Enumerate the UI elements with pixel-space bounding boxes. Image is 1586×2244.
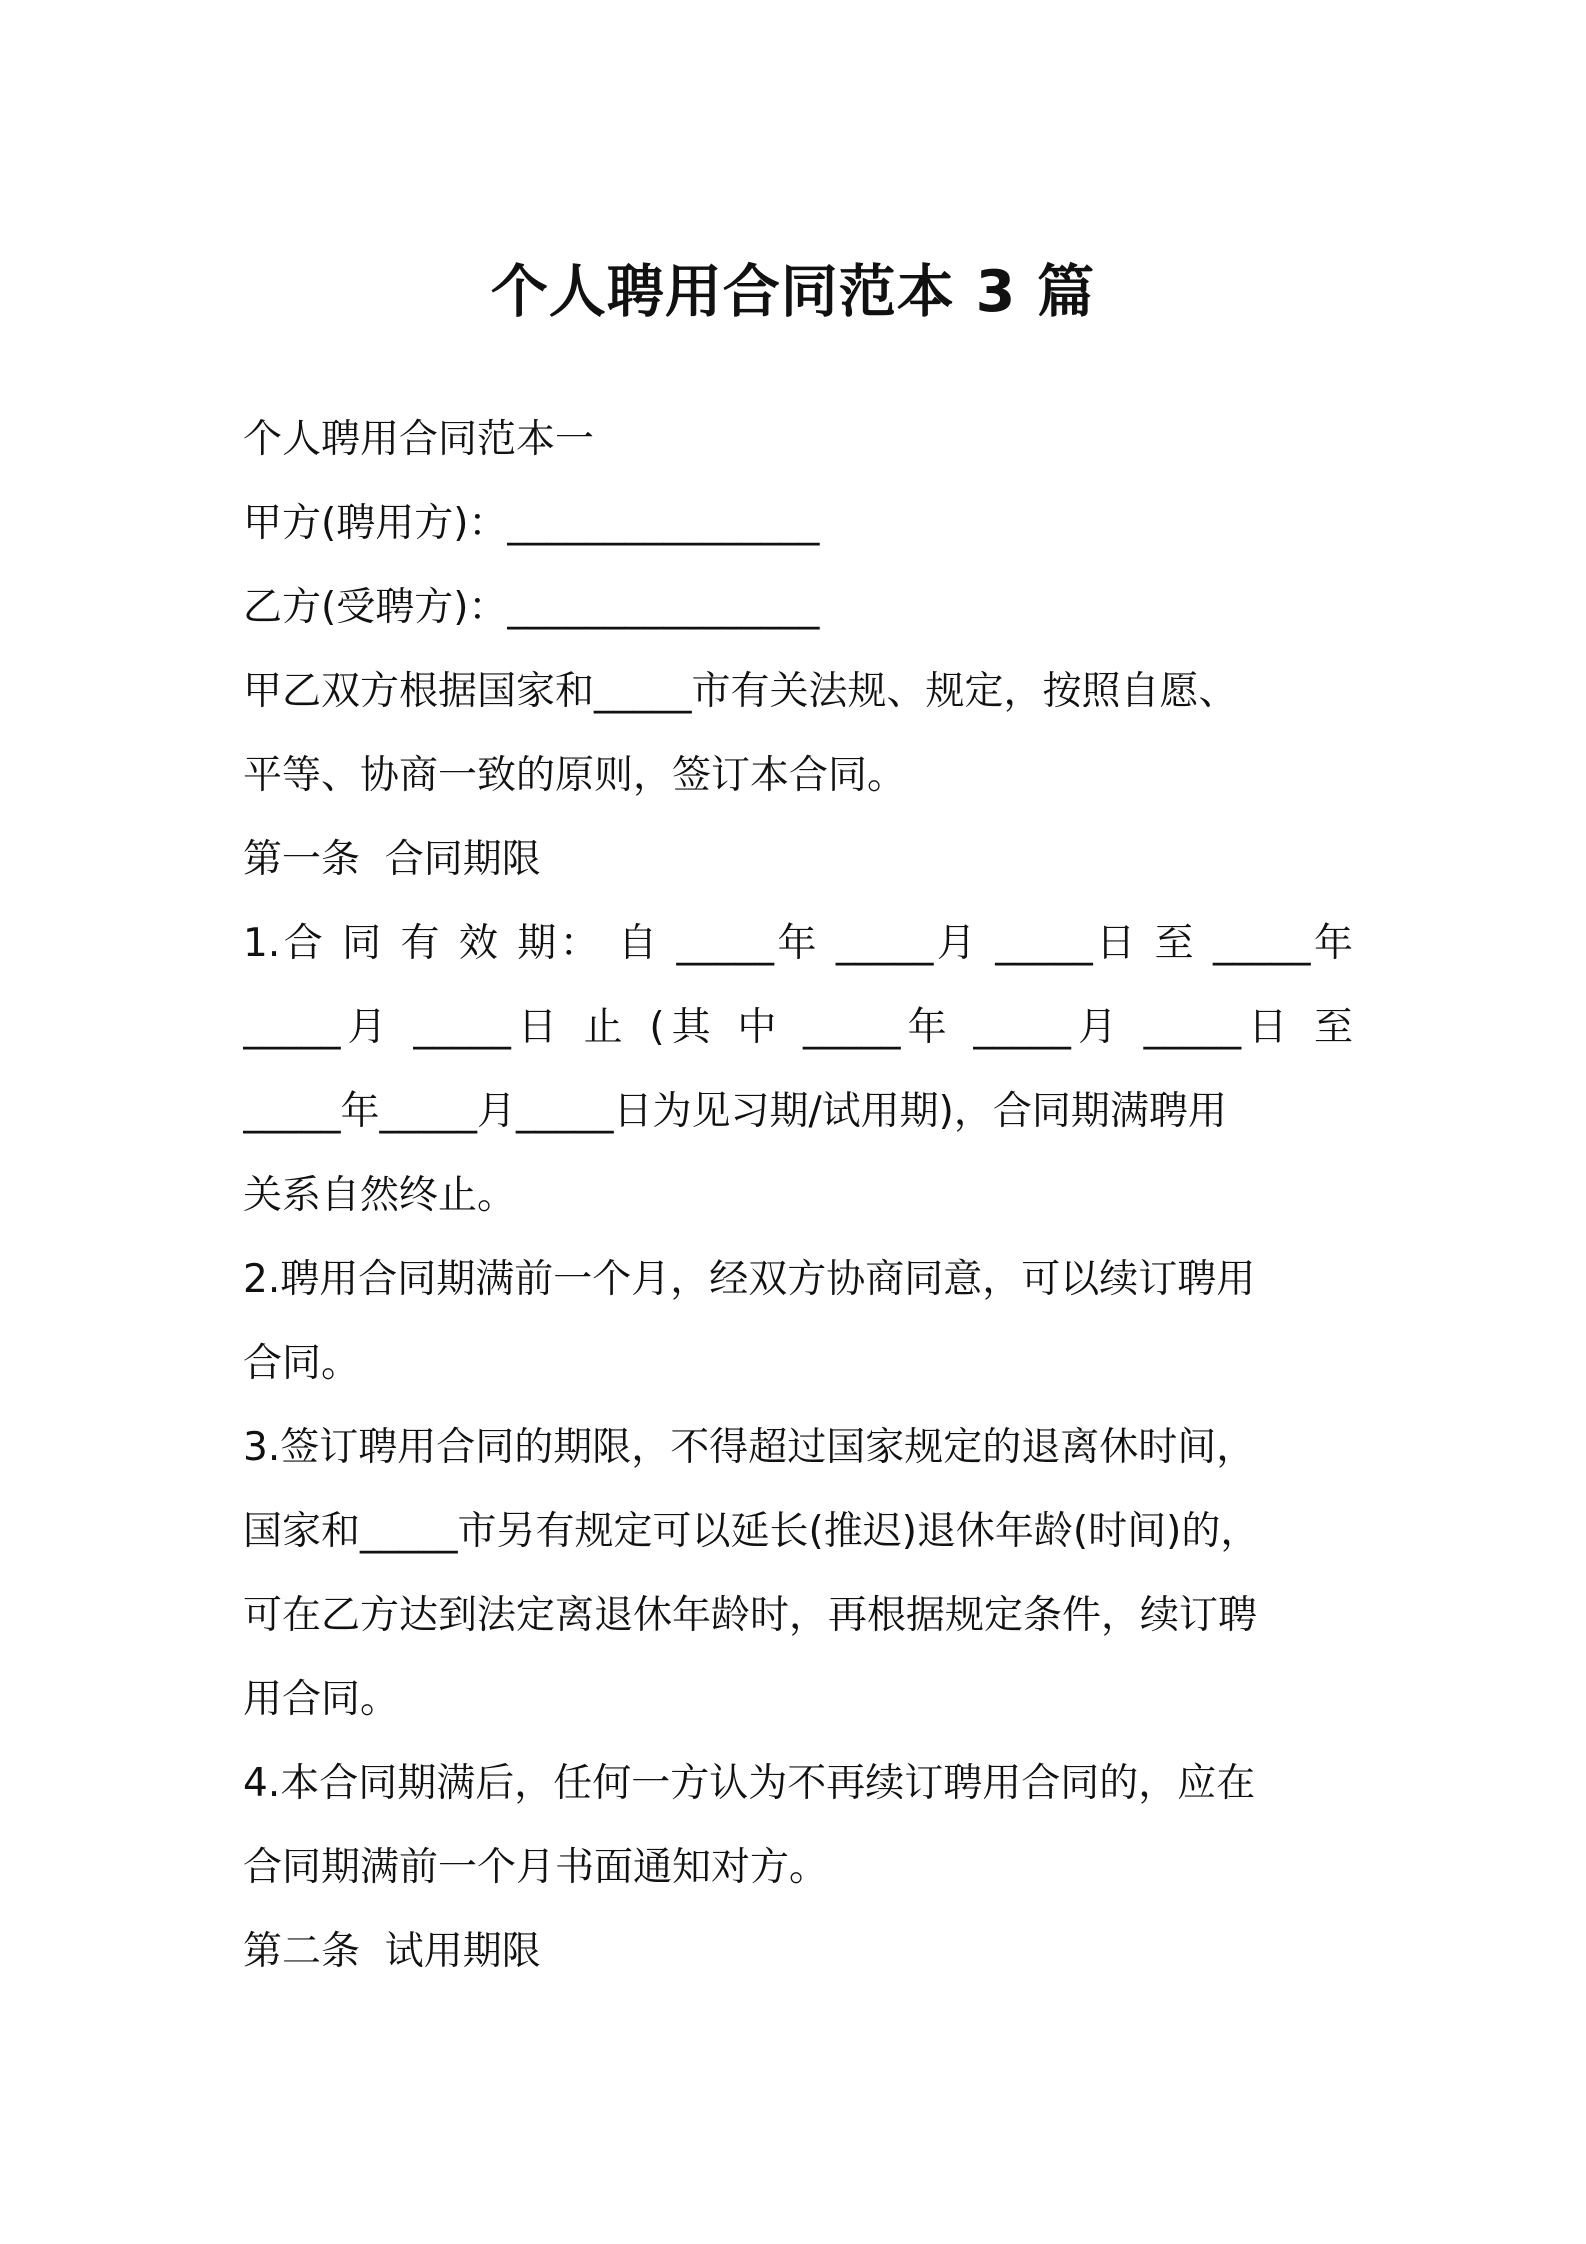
clause-3-line-2: 国家和_____市另有规定可以延长(推迟)退休年龄(时间)的，	[243, 1509, 1260, 1554]
document-title: 个人聘用合同范本 3 篇	[490, 259, 1096, 325]
article-one-heading: 第一条 合同期限	[243, 837, 541, 882]
clause-3-line-3: 可在乙方达到法定离退休年龄时，再根据规定条件，续订聘	[243, 1593, 1258, 1638]
article-two-heading: 第二条 试用期限	[243, 1929, 541, 1974]
section-heading-sample-one: 个人聘用合同范本一	[243, 417, 595, 462]
party-a-line: 甲方(聘用方)：________________	[243, 501, 820, 546]
clause-1-line-4: 关系自然终止。	[243, 1173, 517, 1218]
party-b-line: 乙方(受聘方)：________________	[243, 585, 820, 630]
clause-4-line-2: 合同期满前一个月书面通知对方。	[243, 1845, 829, 1890]
document-body	[243, 398, 1353, 1994]
preamble-line-1: 甲乙双方根据国家和_____市有关法规、规定，按照自愿、	[243, 669, 1238, 714]
clause-4-line-1: 4.本合同期满后，任何一方认为不再续订聘用合同的，应在	[243, 1761, 1256, 1806]
clause-1-line-3: _____年_____月_____日为见习期/试用期)，合同期满聘用	[243, 1089, 1227, 1134]
clause-1-line-1: 1.合 同 有 效 期： 自 _____年 _____月 _____日 至 _____年	[243, 921, 1353, 966]
clause-1-line-2: _____月 _____日 止 (其 中 _____年 _____月 _____日 至	[243, 1005, 1353, 1050]
clause-2-line-1: 2.聘用合同期满前一个月，经双方协商同意，可以续订聘用	[243, 1257, 1256, 1302]
clause-3-line-1: 3.签订聘用合同的期限，不得超过国家规定的退离休时间，	[243, 1425, 1256, 1470]
clause-3-line-4: 用合同。	[243, 1677, 400, 1722]
preamble-line-2: 平等、协商一致的原则，签订本合同。	[243, 753, 907, 798]
clause-2-line-2: 合同。	[243, 1341, 361, 1386]
